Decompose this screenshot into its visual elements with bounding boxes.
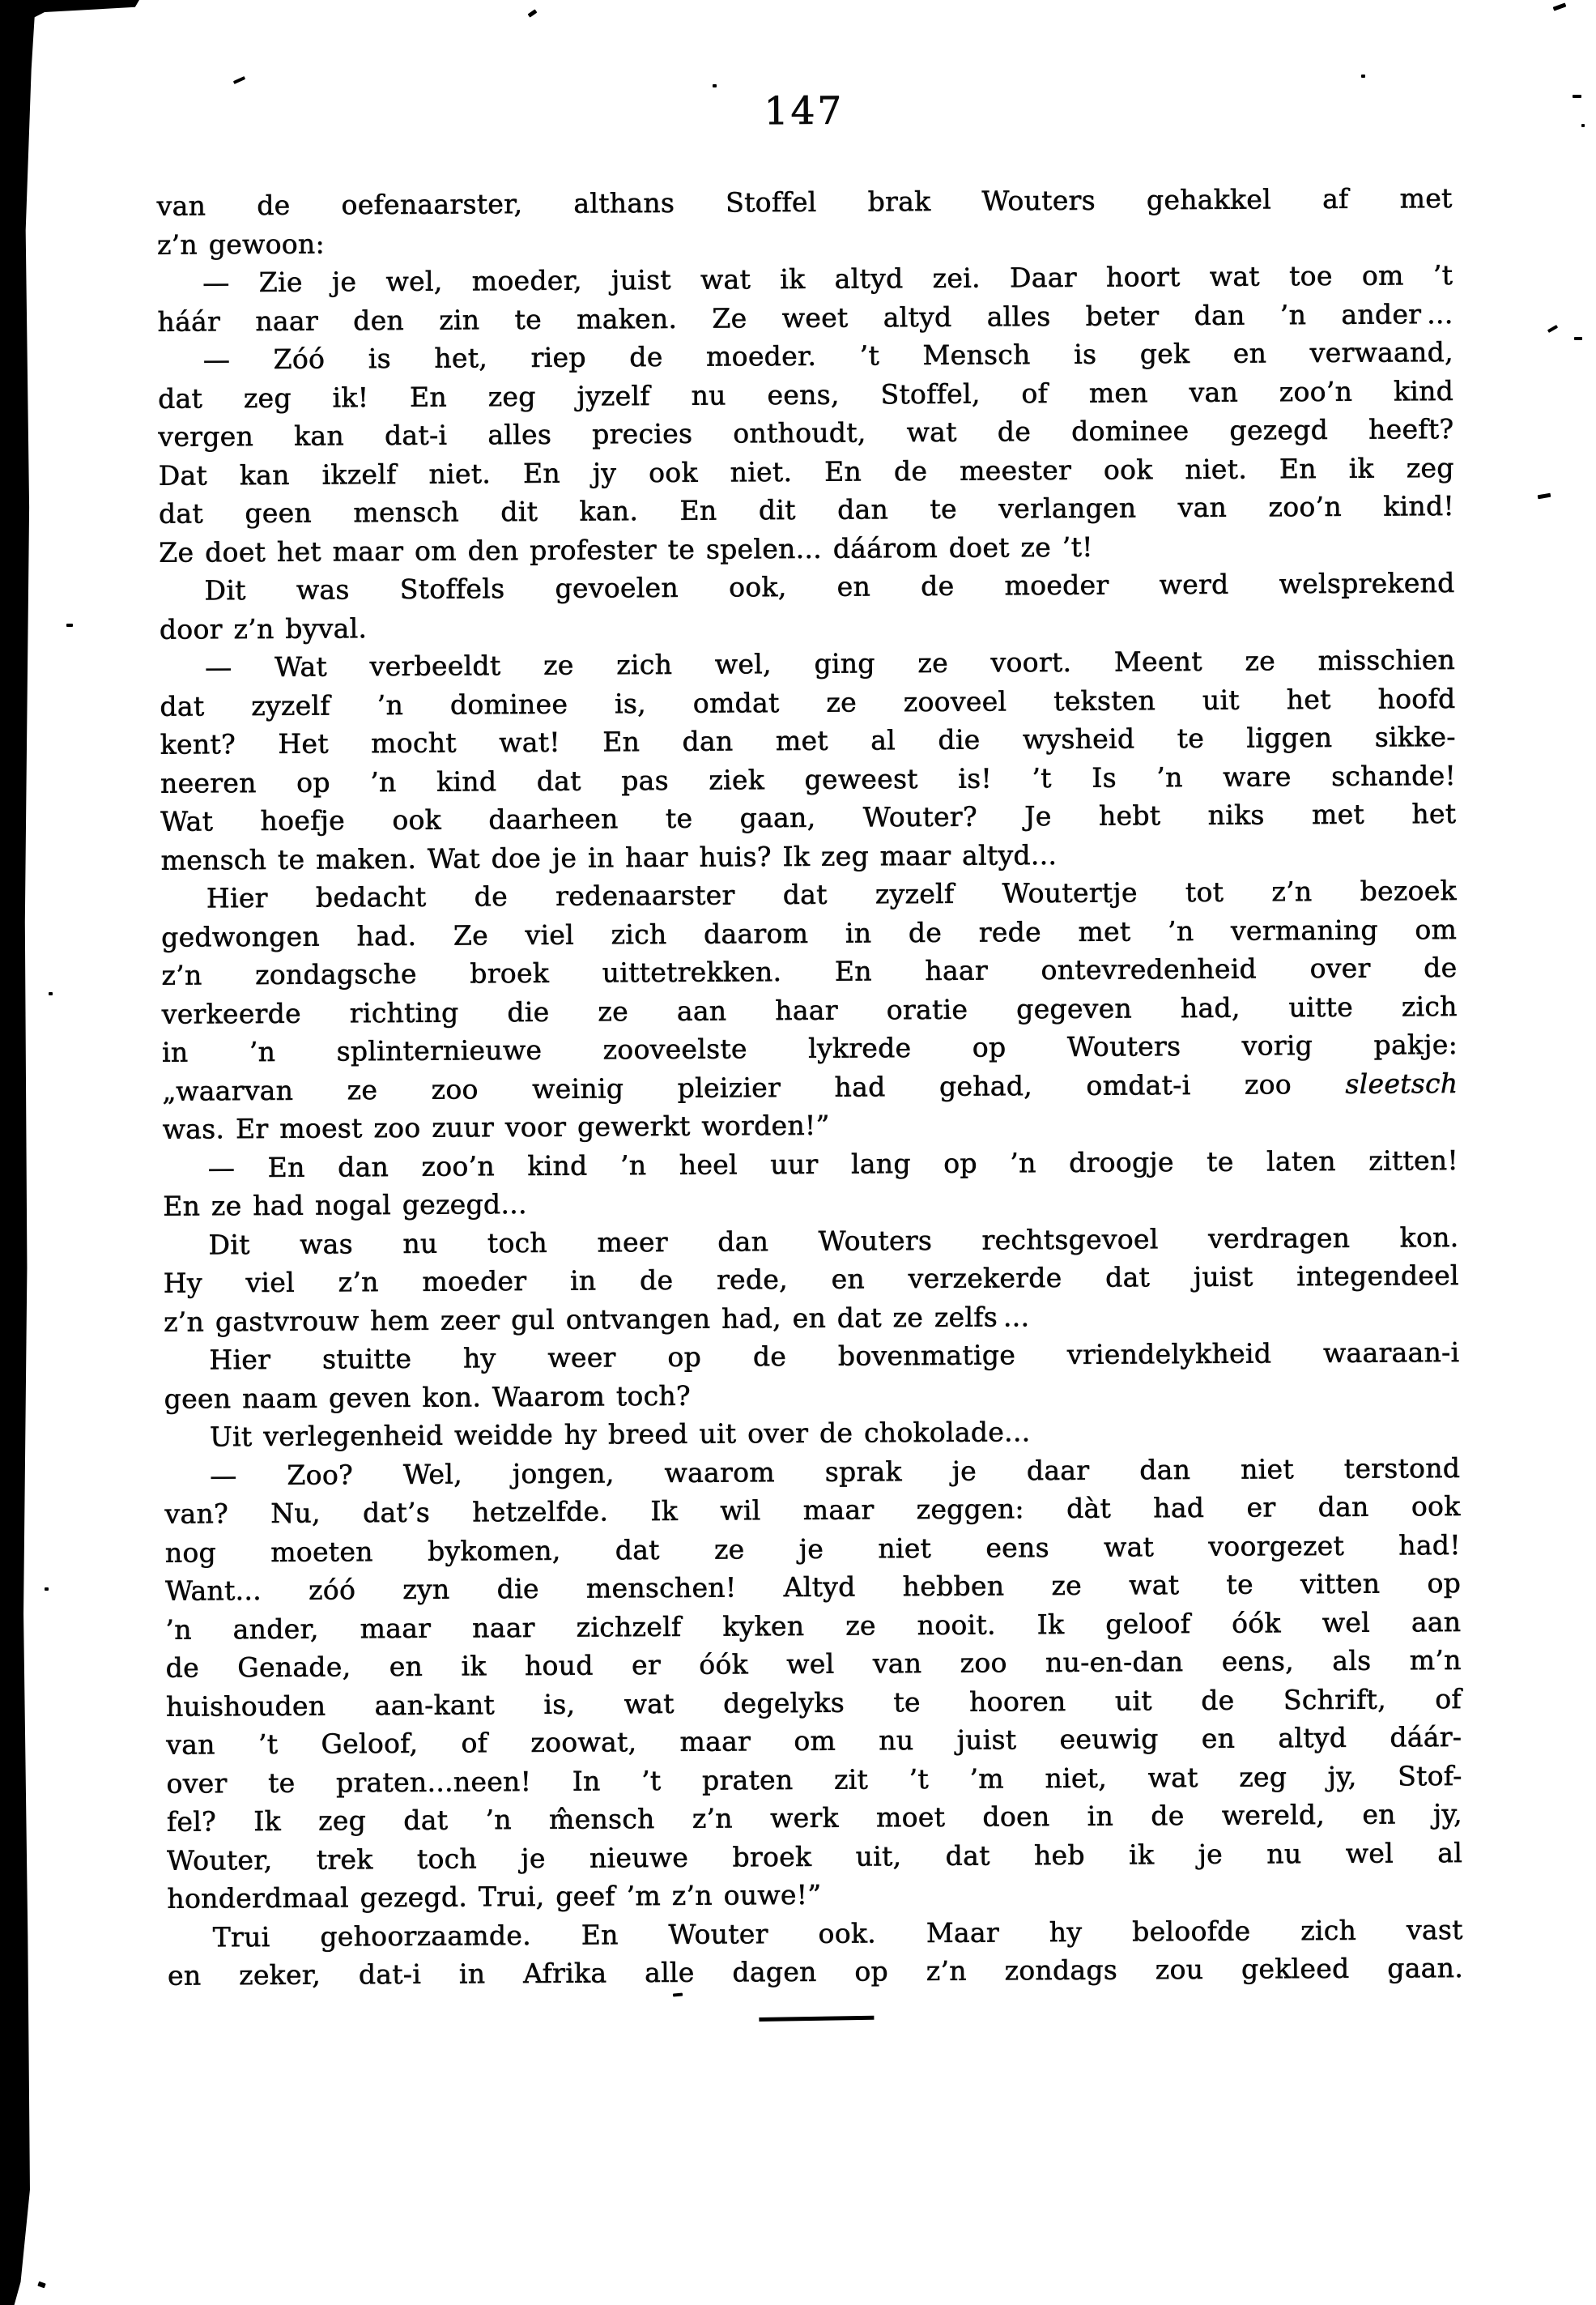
text-line: z’n gastvrouw hem zeer gul ontvangen had, en dat ze zelfs ... — [164, 1300, 1030, 1338]
text-line: ’n ander, maar naar zichzelf kyken ze nooit. Ik geloof óók wel aan — [165, 1605, 1462, 1646]
text-line: Trui gehoorzaamde. En Wouter ook. Maar hy beloofde zich vast — [212, 1913, 1463, 1953]
text-line: verkeerde richting die ze aan haar oratie gegeven had, uitte zich — [161, 990, 1458, 1030]
text-line: z’n zondagsche broek uittetrekken. En haar ontevredenheid over de — [161, 952, 1458, 991]
text-line: Wat hoefje ook daarheen te gaan, Wouter? Je hebt niks met het — [160, 798, 1457, 837]
ink-speck — [713, 84, 717, 87]
text-line: gedwongen had. Ze viel zich daarom in de rede met ’n vermaning om — [161, 913, 1458, 953]
text-line: — Zie je wel, moeder, juist wat ik altyd zei. Daar hoort wat toe om ’t — [202, 259, 1453, 299]
text-line: geen naam geven kon. Waarom toch? — [164, 1379, 692, 1415]
text-line: door z’n byval. — [159, 611, 368, 645]
text-line: Uit verlegenheid weidde hy breed uit over de chokolade... — [209, 1416, 1031, 1453]
ink-speck — [66, 624, 73, 627]
ink-speck — [1573, 95, 1581, 98]
text-line: van ’t Geloof, of zoowat, maar om nu juist eeuwig en altyd dáár- — [166, 1721, 1462, 1761]
text-line: van? Nu, dat’s hetzelfde. Ik wil maar zeggen: dàt had er dan ook — [164, 1490, 1461, 1530]
text-line: kent? Het mocht wat! En dan met al die wysheid te liggen sikke- — [160, 721, 1456, 761]
text-line: Hier bedacht de redenaarster dat zyzelf Woutertje tot z’n bezoek — [206, 875, 1458, 914]
text-line: Wouter, trek toch je nieuwe broek uit, dat heb ik je nu wel al — [167, 1836, 1463, 1877]
text-line: fel? Ik zeg dat ’n m̂ensch z’n werk moet doen in de wereld, en jy, — [166, 1798, 1462, 1838]
text-line: z’n gewoon: — [156, 228, 326, 261]
ink-speck — [49, 992, 53, 995]
text-line: in ’n splinternieuwe zooveelste lykrede op Wouters vorig pakje: — [161, 1029, 1458, 1068]
text-line: háár naar den zin te maken. Ze weet altyd alles beter dan ’n ander ... — [157, 297, 1453, 338]
text-line: van de oefenaarster, althans Stoffel brak Wouters gehakkel af met — [156, 182, 1453, 222]
page-number: 147 — [764, 88, 845, 134]
ink-speck — [45, 1587, 49, 1591]
text-line: Dat kan ikzelf niet. En jy ook niet. En de meester ook niet. En ik zeg — [158, 451, 1454, 492]
text-line — [162, 1064, 1458, 1110]
text-line: — En dan zoo’n kind ’n heel uur lang op ’n droogje te laten zitten! — [207, 1144, 1459, 1183]
text-line: dat geen mensch dit kan. En dit dan te verlangen van zoo’n kind! — [158, 490, 1455, 530]
text-segment: „waarvan ze zoo weinig pleizier had gehad, omdat-i zoo — [162, 1067, 1346, 1107]
text-line: En ze had nogal gezegd... — [163, 1188, 527, 1222]
text-line: Hy viel z’n moeder in de rede, en verzekerde dat juist integendeel — [163, 1259, 1459, 1299]
text-line: mensch te maken. Wat doe je in haar huis? Ik zeg maar altyd... — [160, 838, 1058, 876]
ink-speck — [1581, 124, 1585, 127]
text-line: en zeker, dat-i in Afrika alle dagen op z’n zondags zou gekleed gaan. — [167, 1952, 1464, 1992]
text-line: Dit was Stoffels gevoelen ook, en de moeder werd welsprekend — [204, 567, 1455, 607]
text-line: dat zeg ik! En zeg jyzelf nu eens, Stoffel, of men van zoo’n kind — [158, 374, 1454, 415]
text-line: de Genade, en ik houd er óók wel van zoo nu-en-dan eens, als m’n — [165, 1644, 1462, 1684]
text-line: huishouden aan-kant is, wat degelyks te hooren uit de Schrift, of — [165, 1682, 1462, 1723]
text-line: was. Er moest zoo zuur voor gewerkt worden!” — [162, 1109, 830, 1145]
text-line: Dit was nu toch meer dan Wouters rechtsgevoel verdragen kon. — [208, 1221, 1459, 1260]
text-line: Want... zóó zyn die menschen! Altyd hebben ze wat te vitten op — [165, 1567, 1462, 1607]
text-line: — Zóó is het, riep de moeder. ’t Mensch is gek en verwaand, — [202, 336, 1453, 376]
text-block — [157, 179, 1464, 1995]
text-line: — Zoo? Wel, jongen, waarom sprak je daar dan niet terstond — [210, 1451, 1461, 1491]
text-line: neeren op ’n kind dat pas ziek geweest is! ’t Is ’n ware schande! — [160, 759, 1457, 799]
text-line: dat zyzelf ’n dominee is, omdat ze zooveel teksten uit het hoofd — [160, 682, 1456, 722]
text-line: Hier stuitte hy weer op de bovenmatige vriendelykheid waaraan-i — [209, 1336, 1460, 1376]
italic-text: sleetsch — [1345, 1067, 1458, 1100]
text-line: honderdmaal gezegd. Trui, geef ’m z’n ouwe!” — [167, 1878, 822, 1915]
text-line: Ze doet het maar om den profester te spelen... dáárom doet ze ’t! — [159, 530, 1093, 569]
ink-speck — [1361, 75, 1365, 78]
ink-speck — [1574, 337, 1582, 340]
section-divider-rule — [759, 2016, 874, 2022]
text-line: over te praten...neen! In ’t praten zit ’t ’m niet, wat zeg jy, Stof- — [166, 1759, 1462, 1800]
text-line: nog moeten bykomen, dat ze je niet eens wat voorgezet had! — [164, 1528, 1461, 1569]
text-line: vergen kan dat-i alles precies onthoudt, wat de dominee gezegd heeft? — [158, 413, 1454, 453]
text-line: — Wat verbeeldt ze zich wel, ging ze voort. Meent ze misschien — [205, 644, 1456, 684]
